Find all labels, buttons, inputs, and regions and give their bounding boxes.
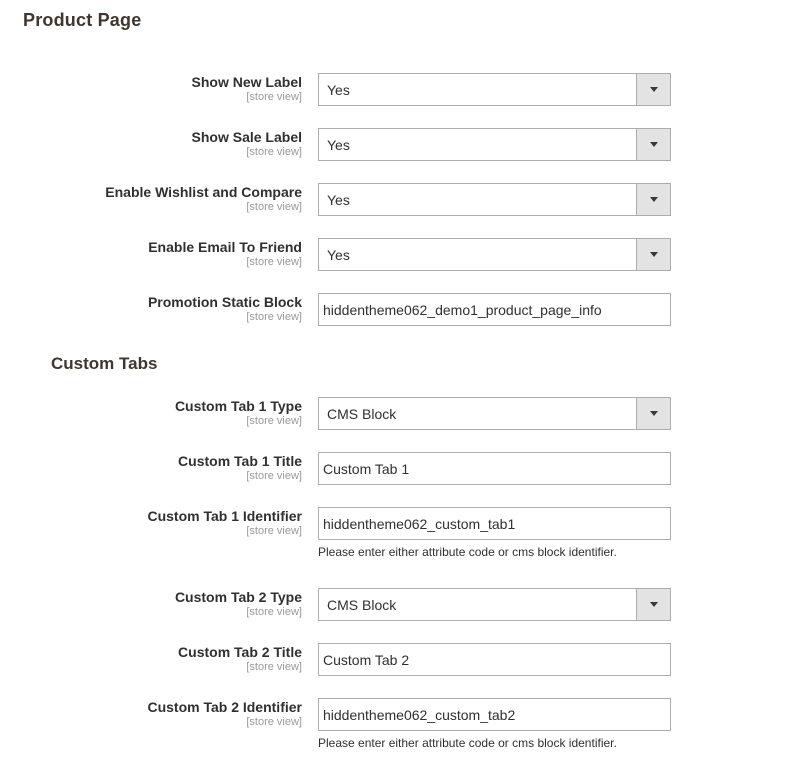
label-text: Custom Tab 1 Identifier <box>147 508 302 524</box>
field-custom-tab-1-title <box>0 452 785 486</box>
field-label <box>147 508 302 538</box>
custom-tab-2-type-select[interactable] <box>318 588 671 621</box>
label-text: Show New Label <box>191 74 302 90</box>
field-promotion-static-block <box>0 293 785 327</box>
show-sale-label-select[interactable] <box>318 128 671 161</box>
label-text: Custom Tab 2 Identifier <box>147 699 302 715</box>
field-custom-tab-2-identifier <box>0 698 785 732</box>
custom-tabs-title: Custom Tabs <box>51 354 158 373</box>
custom-tab-2-identifier-input[interactable] <box>318 698 671 731</box>
field-note: Please enter either attribute code or cms block identifier. <box>318 736 617 750</box>
select-value: Yes <box>327 137 350 153</box>
input-value: Custom Tab 2 <box>323 652 410 668</box>
field-custom-tab-2-title <box>0 643 785 677</box>
field-label <box>192 129 302 159</box>
field-label <box>175 398 302 428</box>
custom-tab-1-type-select[interactable] <box>318 397 671 430</box>
label-text: Custom Tab 1 Title <box>178 453 302 469</box>
field-enable-email-to-friend <box>0 238 785 272</box>
field-label <box>105 184 302 214</box>
field-label <box>148 294 302 324</box>
scope-text: [store view] <box>246 415 302 427</box>
input-value: hiddentheme062_custom_tab2 <box>323 707 516 723</box>
dropdown-button[interactable] <box>636 129 670 160</box>
field-label <box>175 589 302 619</box>
select-value: CMS Block <box>327 597 397 613</box>
dropdown-button[interactable] <box>636 589 670 620</box>
scope-text: [store view] <box>246 201 302 213</box>
custom-tab-1-title-input[interactable] <box>318 452 671 485</box>
scope-text: [store view] <box>246 311 302 323</box>
field-label <box>178 644 302 674</box>
scope-text: [store view] <box>246 525 302 537</box>
field-custom-tab-1-type <box>0 397 785 431</box>
label-text: Show Sale Label <box>191 129 302 145</box>
select-value: Yes <box>327 82 350 98</box>
dropdown-button[interactable] <box>636 239 670 270</box>
scope-text: [store view] <box>246 91 302 103</box>
select-value: Yes <box>327 192 350 208</box>
dropdown-button[interactable] <box>636 74 670 105</box>
promotion-static-block-input[interactable] <box>318 293 671 326</box>
scope-text: [store view] <box>246 661 302 673</box>
label-text: Promotion Static Block <box>147 294 302 310</box>
chevron-down-icon <box>650 411 658 416</box>
enable-email-to-friend-select[interactable] <box>318 238 671 271</box>
field-label <box>178 453 302 483</box>
input-value: hiddentheme062_custom_tab1 <box>323 516 516 532</box>
scope-text: [store view] <box>246 470 302 482</box>
custom-tab-1-identifier-input[interactable] <box>318 507 671 540</box>
input-value: hiddentheme062_demo1_product_page_info <box>323 302 602 318</box>
scope-text: [store view] <box>246 716 302 728</box>
field-custom-tab-1-identifier <box>0 507 785 541</box>
chevron-down-icon <box>650 142 658 147</box>
chevron-down-icon <box>650 602 658 607</box>
field-show-sale-label <box>0 128 785 162</box>
label-text: Enable Wishlist and Compare <box>105 184 302 200</box>
show-new-label-select[interactable] <box>318 73 671 106</box>
section-title: Product Page <box>23 10 142 30</box>
chevron-down-icon <box>650 87 658 92</box>
chevron-down-icon <box>650 197 658 202</box>
field-label <box>192 74 302 104</box>
input-value: Custom Tab 1 <box>323 461 410 477</box>
field-custom-tab-2-type <box>0 588 785 622</box>
dropdown-button[interactable] <box>636 184 670 215</box>
custom-tab-2-title-input[interactable] <box>318 643 671 676</box>
select-value: CMS Block <box>327 406 397 422</box>
select-value: Yes <box>327 247 350 263</box>
label-text: Enable Email To Friend <box>148 239 302 255</box>
label-text: Custom Tab 2 Type <box>174 589 302 605</box>
dropdown-button[interactable] <box>636 398 670 429</box>
label-text: Custom Tab 2 Title <box>178 644 302 660</box>
field-show-new-label <box>0 73 785 107</box>
field-label <box>147 699 302 729</box>
field-label <box>148 239 302 269</box>
field-note: Please enter either attribute code or cms block identifier. <box>318 545 617 559</box>
scope-text: [store view] <box>246 146 302 158</box>
chevron-down-icon <box>650 252 658 257</box>
enable-wishlist-compare-select[interactable] <box>318 183 671 216</box>
scope-text: [store view] <box>246 606 302 618</box>
label-text: Custom Tab 1 Type <box>174 398 302 414</box>
field-enable-wishlist-compare <box>0 183 785 217</box>
scope-text: [store view] <box>246 256 302 268</box>
